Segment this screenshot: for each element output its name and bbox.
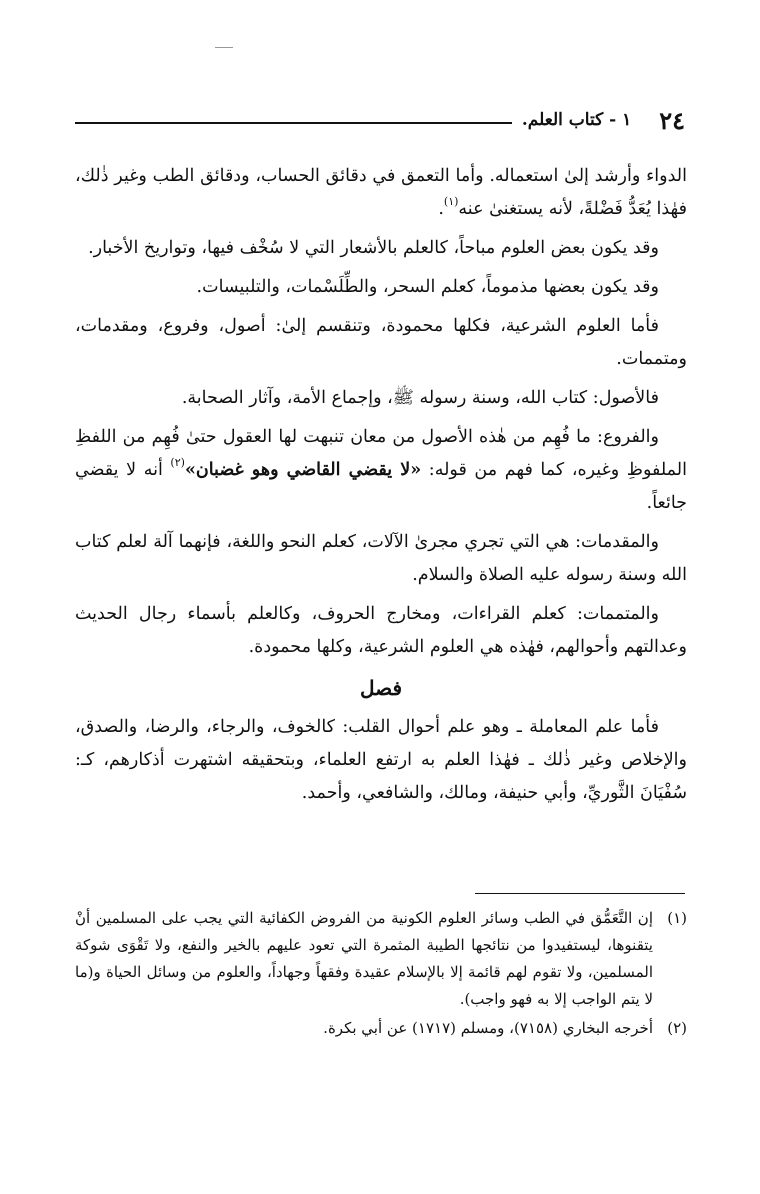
paragraph: فالأصول: كتاب الله، وسنة رسوله ﷺ، وإجماع الأمة، وآثار الصحابة.: [181, 388, 659, 408]
paragraph: فأما العلوم الشرعية، فكلها محمودة، وتنقسم إلىٰ: أصول، وفروع، ومقدمات، ومتممات.: [75, 316, 687, 369]
page-header: [75, 100, 685, 140]
paragraph: والمتممات: كعلم القراءات، ومخارج الحروف، وكالعلم بأسماء رجال الحديث وعدالتهم وأحوالهم، فهٰذه هي العلوم الشرعية، وكلها محمودة.: [75, 604, 687, 657]
footnotes: [75, 905, 687, 1044]
hadith-quote: «لا يقضي القاضي وهو غضبان»: [184, 460, 422, 480]
paragraph: فأما علم المعاملة ـ وهو علم أحوال القلب: كالخوف، والرجاء، والرضا، والصدق، والإخلاص وغير ذٰلك ـ فهٰذا العلم به ارتفع العلماء، وبتحقيقه اشتهرت أذكارهم، كـ: سُفْيَانَ الثَّوريِّ، وأبي حنيفة، ومالك، والشافعي، وأحمد.: [75, 717, 687, 803]
page-number: ٢٤: [659, 105, 685, 135]
footnote-text: إن التَّعَمُّق في الطب وسائر العلوم الكونية من الفروض الكفائية التي يجب على المسلمين أنْ يتقنوها، ليستفيدوا من نتائجها الطيبة المثمرة التي تعود عليهم بالخير والنفع، ولا تَقْوَى شوكة المسلمين، ولا تقوم لهم قائمة إلا بالإسلام عقيدة وفقهاً وجهاداً، والعلوم من وسائل الحياة و(ما لا يتم الواجب إلا به فهو واجب).: [75, 909, 653, 1008]
paragraph: الدواء وأرشد إلىٰ استعماله. وأما التعمق في دقائق الحساب، ودقائق الطب وغير ذٰلك، فهٰذا يُعَدُّ فَضْلةً، لأنه يستغنىٰ عنه$^{(١)}$.: [75, 166, 687, 219]
footnote: [75, 1015, 687, 1042]
footnote-number: (٢): [667, 1019, 687, 1037]
main-text: [75, 160, 687, 816]
footnote-number: (١): [667, 909, 687, 927]
paragraph: والفروع: ما فُهِم من هٰذه الأصول من معان تنبهت لها العقول حتىٰ فُهِم من اللفظِ الملفوظِ وغيره، كما فهم من قوله: «لا يقضي القاضي وهو غضبان»$^{(٢)}$ أنه لا يقضي جائعاً.: [75, 427, 687, 513]
footnote: [75, 905, 687, 1013]
footnote-divider: [475, 893, 685, 894]
section-heading: فصل: [359, 676, 403, 700]
chapter-title: ١ - كتاب العلم.: [521, 110, 632, 130]
footnote-text: أخرجه البخاري (٧١٥٨)، ومسلم (١٧١٧) عن أبي بكرة.: [323, 1019, 653, 1037]
paragraph: وقد يكون بعضها مذموماً، كعلم السحر، والطِّلَسْمات، والتلبيسات.: [196, 277, 659, 297]
paragraph: والمقدمات: هي التي تجري مجرىٰ الآلات، كعلم النحو واللغة، فإنهما آلة لعلم كتاب الله وسنة رسوله عليه الصلاة والسلام.: [75, 532, 687, 585]
footnote-ref: (٢): [170, 456, 185, 469]
header-rule: [75, 122, 512, 124]
paragraph: وقد يكون بعض العلوم مباحاً، كالعلم بالأشعار التي لا سُخْف فيها، وتواريخ الأخبار.: [88, 238, 659, 258]
footnote-ref: (١): [443, 195, 459, 208]
scan-mark: [215, 47, 233, 48]
